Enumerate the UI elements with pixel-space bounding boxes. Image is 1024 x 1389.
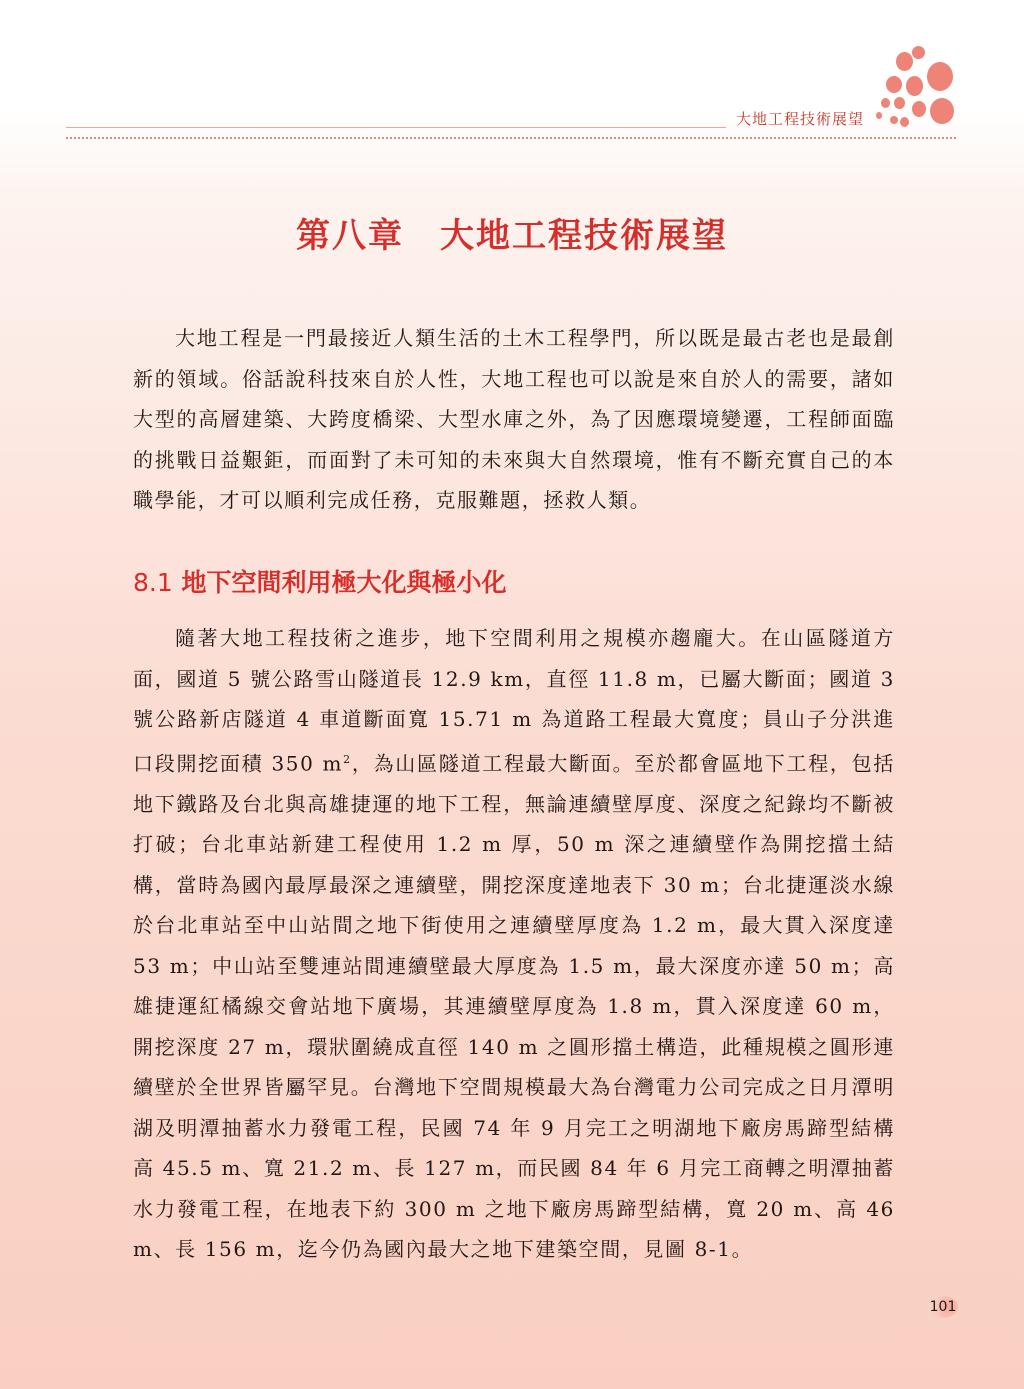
chapter-title: 第八章 大地工程技術展望: [296, 216, 728, 256]
decorative-dots-icon: [872, 40, 962, 130]
header-dotted-rule: [66, 137, 956, 139]
section-paragraph-part2: ，為山區隧道工程最大斷面。至於都會區地下工程，包括地下鐵路及台北與高雄捷運的地下工程，無論連續壁厚度、深度之紀錄均不斷被打破；台北車站新建工程使用 1.2 m 厚，50 m 深之連續壁作為開挖擋土結構，當時為國內最厚最深之連續壁，開挖深度達地表下 30 m；台北捷運淡水線於台北車站至中山站間之地下街使用之連續壁厚度為 1.2 m，最大貫入深度達 53 m；中山站至雙連站間連續壁最大厚度為 1.5 m，最大深度亦達 50 m；高雄捷運紅橘線交會站地下廣場，其連續壁厚度為 1.8 m，貫入深度達 60 m，開挖深度 27 m，環狀圍繞成直徑 140 m 之圓形擋土構造，此種規模之圓形連續壁於全世界皆屬罕見。台灣地下空間規模最大為台灣電力公司完成之日月潭明湖及明潭抽蓄水力發電工程，民國 74 年 9 月完工之明湖地下廠房馬蹄型結構高 45.5 m、寬 21.2 m、長 127 m，而民國 84 年 6 月完工商轉之明潭抽蓄水力發電工程，在地表下約 300 m 之地下廠房馬蹄型結構，寬 20 m、高 46 m、長 156 m，迄今仍為國內最大之地下建築空間，見圖 8-1。: [133, 751, 895, 1262]
section-number: 8.1: [133, 568, 173, 597]
section-paragraph: [133, 618, 895, 1270]
intro-paragraph-block: [133, 318, 895, 521]
intro-paragraph: 大地工程是一門最接近人類生活的土木工程學門，所以既是最古老也是最創新的領域。俗話說科技來自於人性，大地工程也可以說是來自於人的需要，諸如大型的高層建築、大跨度橋梁、大型水庫之外，為了因應環境變遷，工程師面臨的挑戰日益艱鉅，而面對了未可知的未來與大自然環境，惟有不斷充實自己的本職學能，才可以順利完成任務，克服難題，拯救人類。: [133, 326, 895, 512]
running-header-title: 大地工程技術展望: [736, 110, 865, 128]
page-number: 101: [928, 1296, 958, 1318]
running-header: [66, 106, 956, 140]
section-paragraph-block: [133, 618, 895, 1270]
section-heading: [133, 563, 507, 599]
area-superscript: 2: [343, 752, 352, 766]
section-paragraph-part1: 隨著大地工程技術之進步，地下空間利用之規模亦趨龐大。在山區隧道方面，國道 5 號公路雪山隧道長 12.9 km，直徑 11.8 m，已屬大斷面；國道 3 號公路新店隧道 4 車道斷面寬 15.71 m 為道路工程最大寬度；員山子分洪進口段開挖面積 350 m: [133, 626, 895, 776]
section-title: 地下空間利用極大化與極小化: [181, 568, 507, 597]
header-rule: [66, 127, 726, 128]
